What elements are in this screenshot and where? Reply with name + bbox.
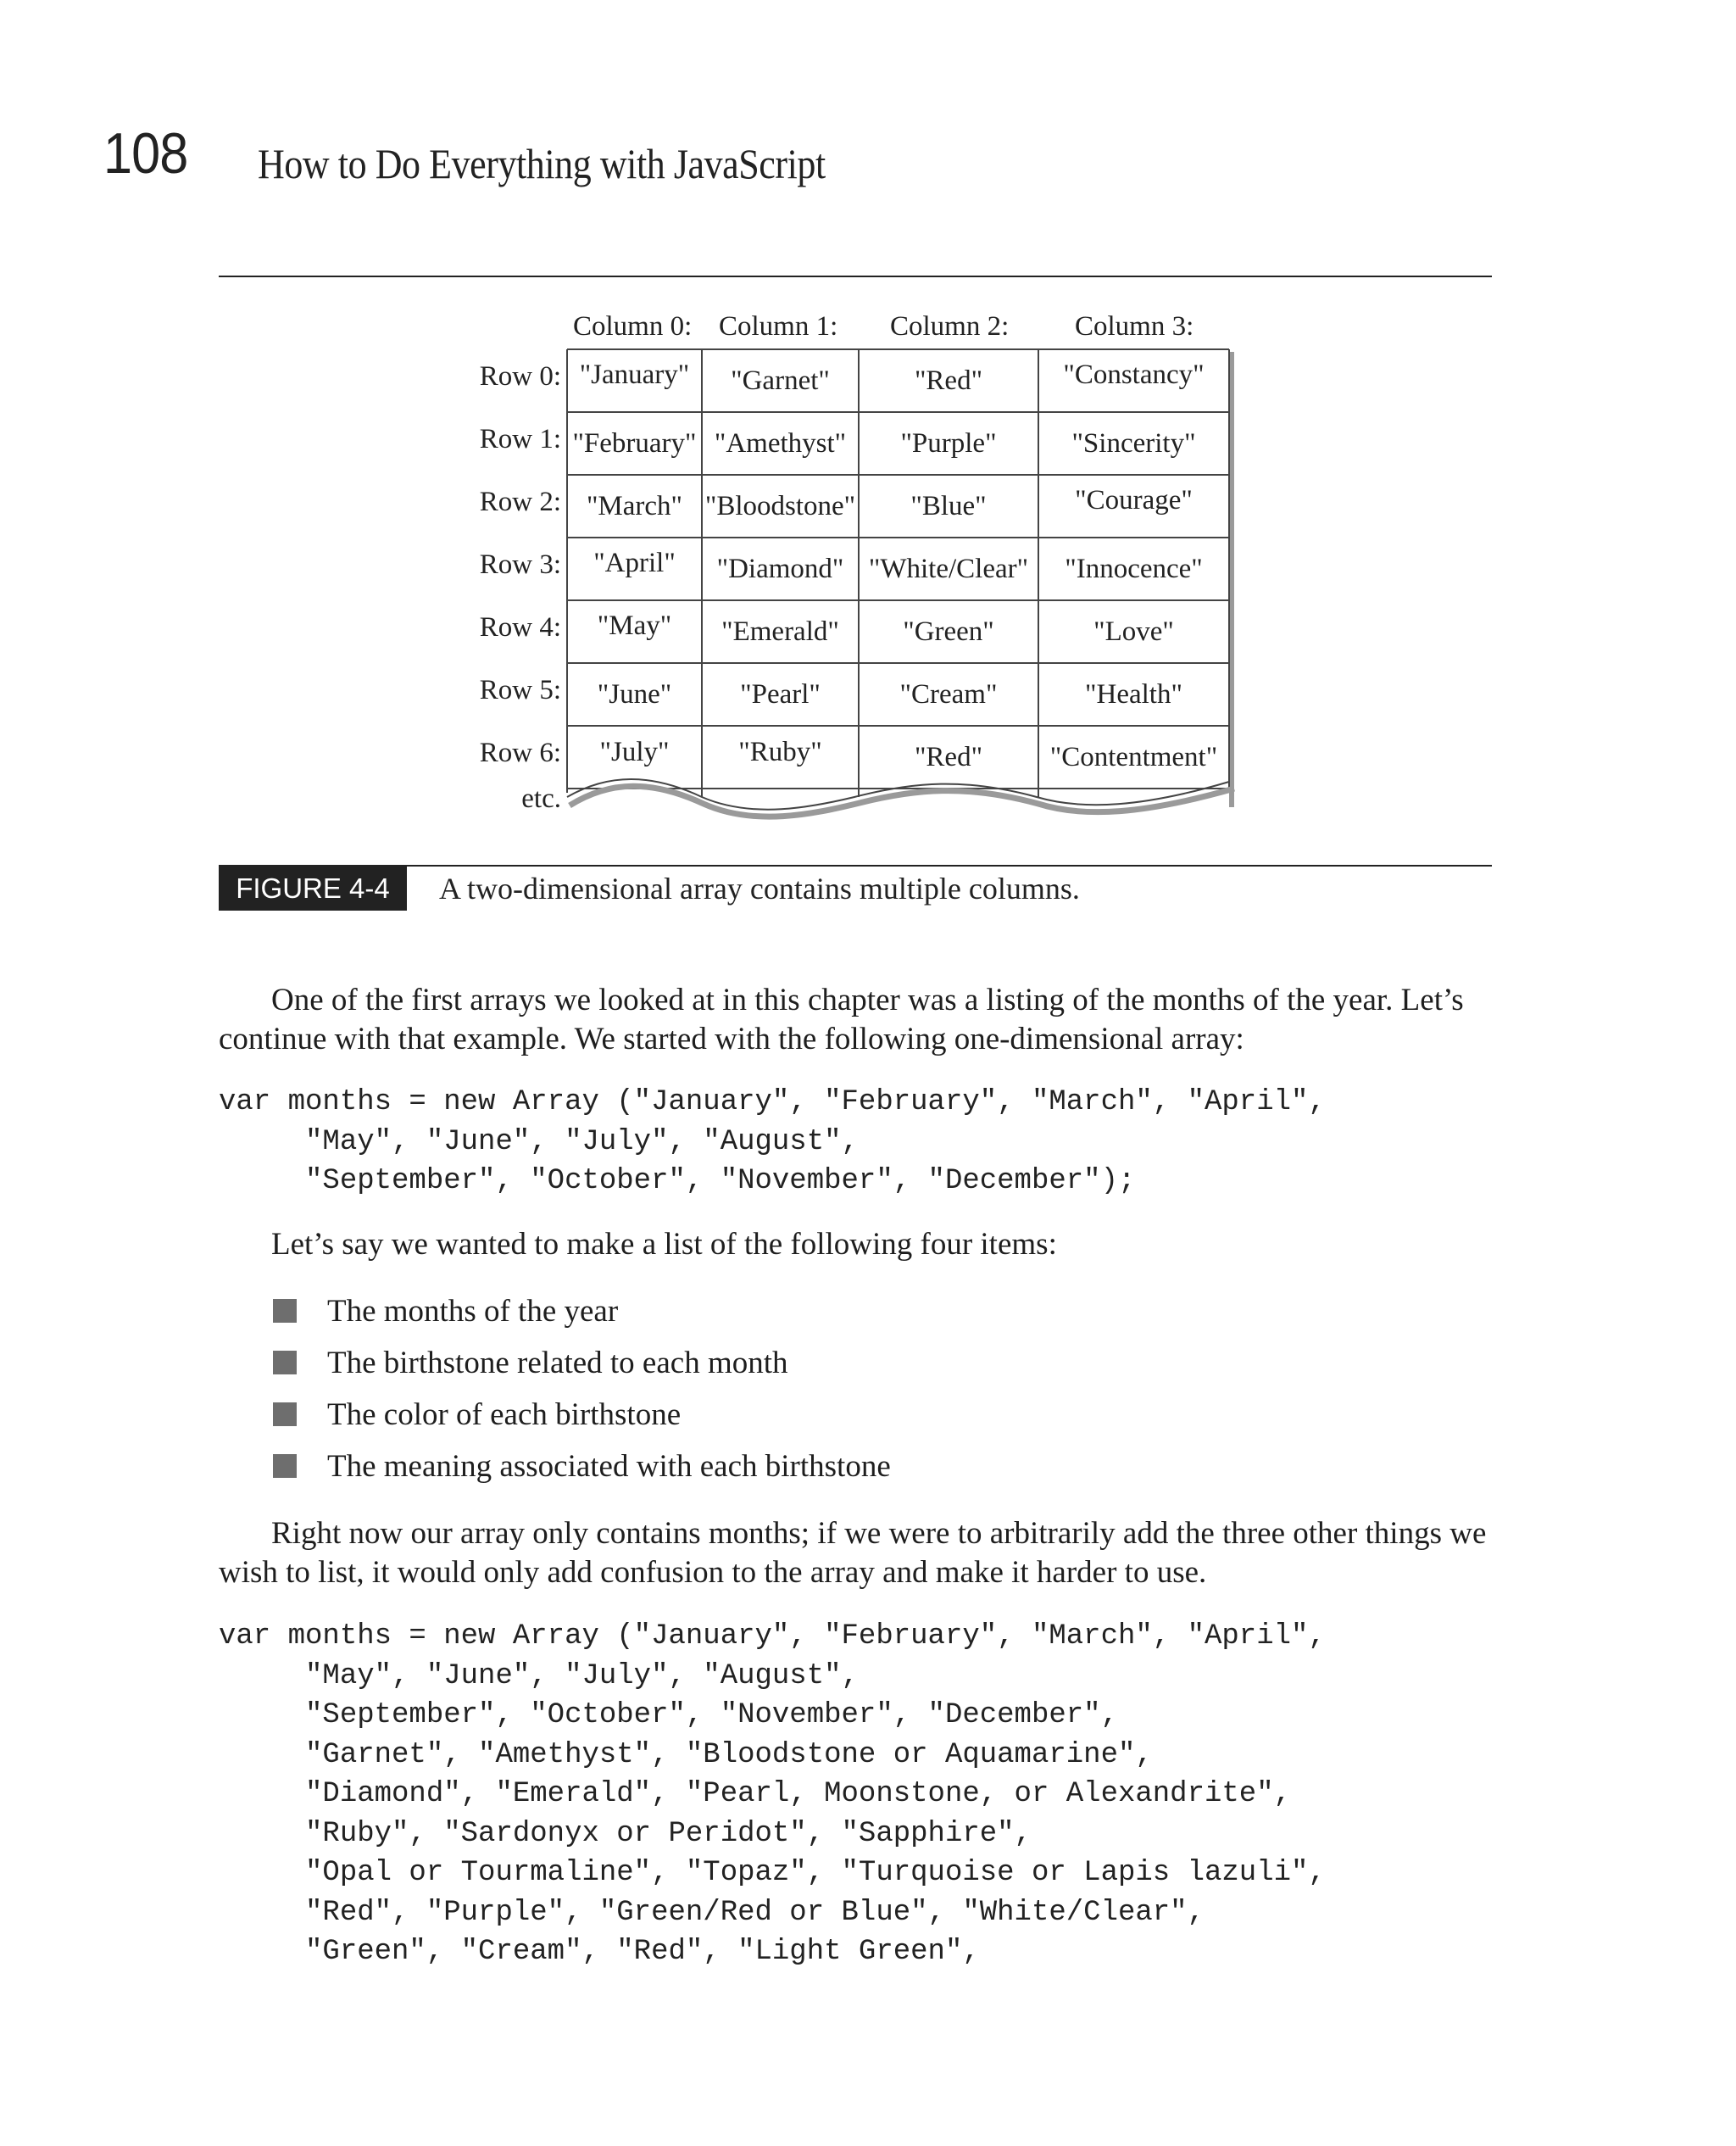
cell-1-2: "Purple" <box>900 428 997 459</box>
cell-4-2: "Green" <box>903 616 994 647</box>
cell-3-3: "Innocence" <box>1065 554 1203 584</box>
bullet-list <box>271 1285 891 1492</box>
figure-label: FIGURE 4-4 <box>219 867 407 911</box>
code-sample-2: var months = new Array ("January", "February", "March", "April", "May", "June", "July", "August", "September", "October", "November", "December", "Garnet", "Amethyst", "Bloodstone or Aquamarine", "Diamond", "Emerald", "Pearl, Moonstone, or Alexandrite", "Ruby", "Sardonyx or Peridot", "Sapphire", "Opal or Tourmaline", "Topaz", "Turquoise or Lapis lazuli", "Red", "Purple", "Green/Red or Blue", "White/Clear", "Green", "Cream", "Red", "Light Green", <box>219 1620 1326 1968</box>
figure-caption: A two-dimensional array contains multiple columns. <box>439 872 1080 906</box>
cell-4-0: "May" <box>597 610 672 641</box>
column-header-2: Column 2: <box>890 311 1010 342</box>
paragraph-list-lead: Let’s say we wanted to make a list of the following four items: <box>271 1227 1057 1262</box>
cell-1-1: "Amethyst" <box>714 428 847 459</box>
cell-6-0: "July" <box>599 737 670 767</box>
paragraph-intro: One of the first arrays we looked at in this chapter was a listing of the months of the year. Let’s continue with that example. We started with the following one-dimensional array: <box>219 983 1464 1056</box>
cell-6-2: "Red" <box>914 742 983 772</box>
cell-5-3: "Health" <box>1085 679 1182 710</box>
cell-2-3: "Courage" <box>1075 485 1193 516</box>
paragraph-explanation: Right now our array only contains months; if we were to arbitrarily add the three other things we wish to list, it would only add confusion to the array and make it harder to use. <box>219 1516 1487 1590</box>
cell-3-1: "Diamond" <box>716 554 844 584</box>
row-label-3: Row 3: <box>479 549 561 580</box>
cell-1-0: "February" <box>572 428 697 459</box>
square-bullet-icon <box>273 1402 297 1426</box>
list-item-text: The color of each birthstone <box>327 1397 682 1432</box>
square-bullet-icon <box>273 1454 297 1478</box>
cell-0-1: "Garnet" <box>731 365 830 396</box>
cell-0-2: "Red" <box>914 365 983 396</box>
list-item-text: The birthstone related to each month <box>327 1346 788 1380</box>
cell-6-3: "Contentment" <box>1049 742 1218 772</box>
column-header-1: Column 1: <box>719 311 838 342</box>
cell-3-2: "White/Clear" <box>868 554 1029 584</box>
row-label-4: Row 4: <box>479 612 561 643</box>
cell-2-2: "Blue" <box>910 491 987 521</box>
list-item <box>271 1285 891 1337</box>
cell-0-3: "Constancy" <box>1063 360 1205 390</box>
row-label-2: Row 2: <box>479 487 561 517</box>
cell-2-0: "March" <box>586 491 683 521</box>
square-bullet-icon <box>273 1351 297 1374</box>
cell-6-1: "Ruby" <box>738 737 822 767</box>
list-item <box>271 1389 891 1441</box>
list-item-text: The months of the year <box>327 1294 619 1329</box>
row-label-6: Row 6: <box>479 738 561 768</box>
column-header-0: Column 0: <box>573 311 693 342</box>
row-label-5: Row 5: <box>479 675 561 705</box>
list-item <box>271 1441 891 1492</box>
row-label-1: Row 1: <box>479 424 561 454</box>
cell-3-0: "April" <box>593 548 676 578</box>
square-bullet-icon <box>273 1299 297 1323</box>
list-item <box>271 1337 891 1389</box>
cell-1-3: "Sincerity" <box>1071 428 1196 459</box>
list-item-text: The meaning associated with each birthstone <box>327 1449 891 1484</box>
code-sample-1: var months = new Array ("January", "February", "March", "April", "May", "June", "July", "August", "September", "October", "November", "December"); <box>219 1086 1326 1197</box>
page-number: 108 <box>103 121 188 186</box>
cell-4-1: "Emerald" <box>721 616 839 647</box>
etc-label: etc. <box>521 783 561 814</box>
wave-shadow <box>570 786 1234 817</box>
figure-top-rule <box>219 276 1492 277</box>
cell-5-0: "June" <box>597 679 672 710</box>
cell-0-0: "January" <box>579 360 690 390</box>
column-header-3: Column 3: <box>1075 311 1194 342</box>
running-title: How to Do Everything with JavaScript <box>258 140 826 187</box>
row-label-0: Row 0: <box>479 361 561 392</box>
cell-5-1: "Pearl" <box>740 679 821 710</box>
cell-4-3: "Love" <box>1093 616 1174 647</box>
cell-5-2: "Cream" <box>899 679 998 710</box>
cell-2-1: "Bloodstone" <box>704 491 856 521</box>
